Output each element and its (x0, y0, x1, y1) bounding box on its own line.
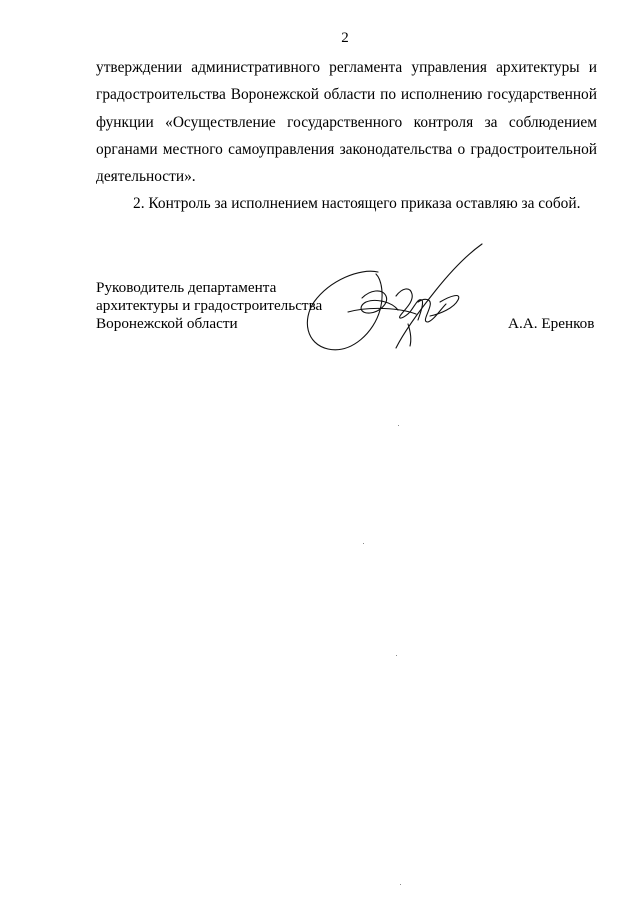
signer-position-line: Воронежской области (96, 315, 238, 332)
body-line: деятельности». (96, 168, 196, 186)
signer-position (96, 279, 322, 333)
body-paragraph-2: 2. Контроль за исполнением настоящего приказа оставляю за собой. (133, 195, 581, 213)
scan-speck (400, 884, 401, 885)
signer-position-line: Руководитель департамента (96, 279, 277, 296)
signer-name: А.А. Еренков (508, 315, 595, 332)
body-line: органами местного самоуправления законодательства о градостроительной (96, 140, 597, 158)
body-line: функции «Осуществление государственного контроля за соблюдением (96, 113, 597, 131)
scan-speck (363, 543, 364, 544)
body-line: утверждении административного регламента управления архитектуры и (96, 59, 597, 76)
page-number: 2 (341, 30, 349, 46)
scan-speck (398, 425, 399, 426)
signer-position-line: архитектуры и градостроительства (96, 297, 323, 314)
handwritten-signature (300, 240, 490, 360)
document-body (96, 54, 597, 218)
scan-speck (396, 655, 397, 656)
body-line: градостроительства Воронежской области по исполнению государственной (96, 86, 597, 104)
